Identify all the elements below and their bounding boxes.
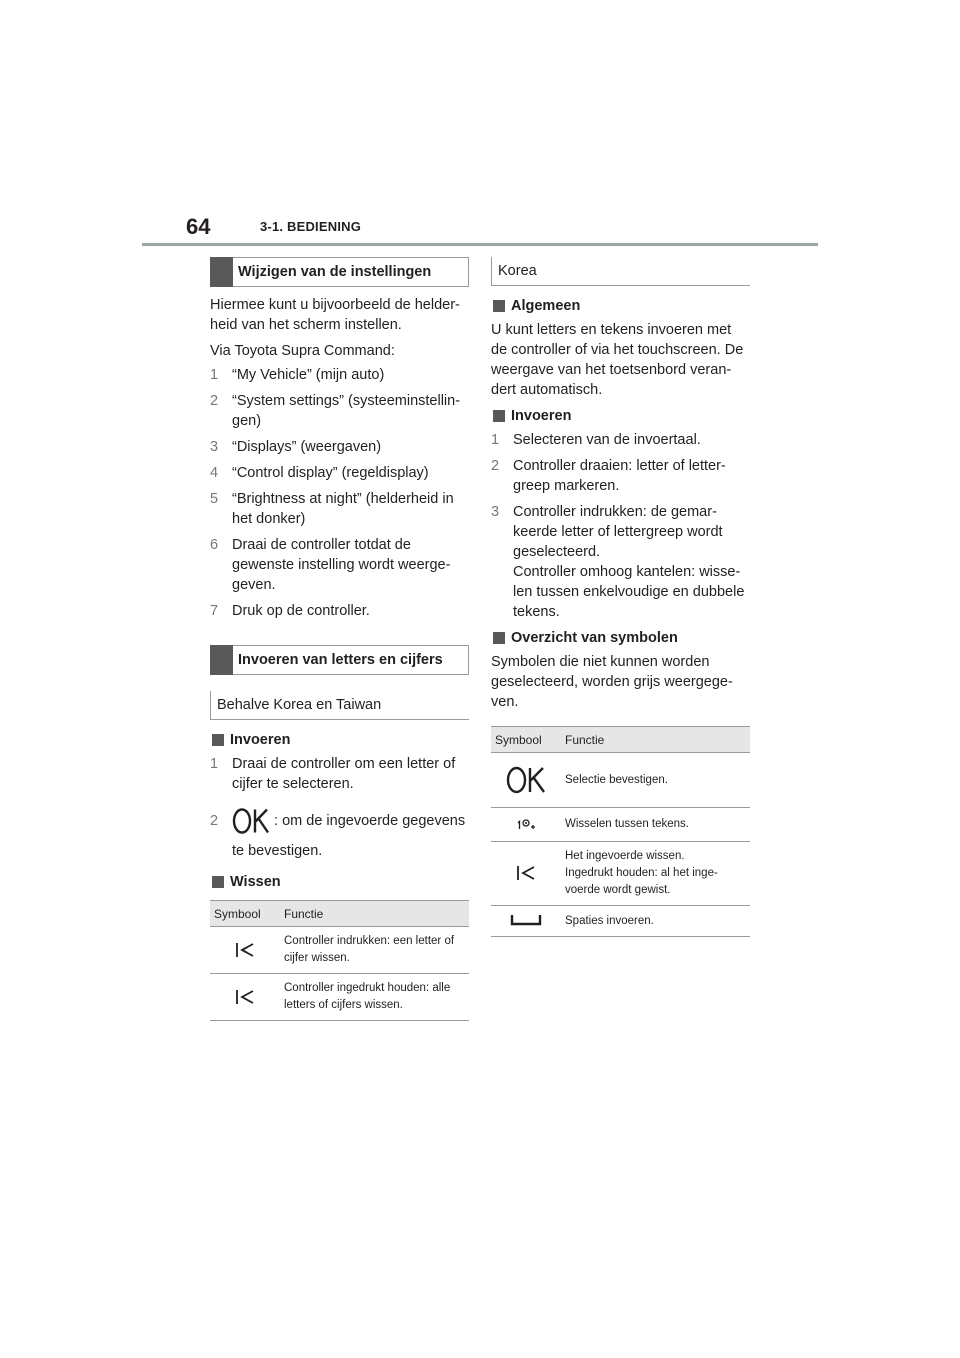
step-item: 6 Draai de controller totdat de gewenste instelling wordt weerge-geven. bbox=[210, 537, 451, 593]
chapter-title: 3-1. BEDIENING bbox=[260, 219, 362, 234]
function-text: Selectie bevestigen. bbox=[561, 753, 750, 808]
page-number: 64 bbox=[186, 214, 211, 239]
function-text: Controller ingedrukt houden: alle letters of cijfers wissen. bbox=[280, 974, 469, 1021]
algemeen-text: U kunt letters en tekens invoeren met de controller of via het touchscreen. De weergave van het toetsenbord veran-dert automatisch. bbox=[491, 322, 744, 398]
heading-bar bbox=[210, 645, 233, 675]
region-subtitle: Korea bbox=[491, 257, 750, 286]
step-item: 5 “Brightness at night” (helderheid in het donker) bbox=[210, 491, 454, 527]
bullet-square-icon bbox=[493, 300, 505, 312]
column-header-symbol: Symbool bbox=[210, 901, 280, 927]
table-row bbox=[491, 842, 750, 906]
ok-icon bbox=[506, 774, 546, 786]
intro-text: Hiermee kunt u bijvoorbeeld de helder-heid van het scherm instellen. bbox=[210, 297, 460, 333]
step-item: 2 Controller draaien: letter of letter-greep markeren. bbox=[491, 458, 726, 494]
table-row bbox=[210, 927, 469, 974]
bullet-square-icon bbox=[493, 410, 505, 422]
table-header-row bbox=[491, 727, 750, 753]
step-item: 1 Draai de controller om een letter of cijfer te selecteren. bbox=[210, 756, 456, 792]
table-row bbox=[210, 974, 469, 1021]
step-item: 7 Druk op de controller. bbox=[210, 603, 370, 619]
bullet-square-icon bbox=[493, 632, 505, 644]
step-item: 3 Controller indrukken: de gemar-keerde letter of lettergreep wordt geselecteerd. Controller omhoog kantelen: wisse-len tussen enkelvoudige en dubbele tekens. bbox=[491, 504, 745, 620]
table-header-row bbox=[210, 901, 469, 927]
subheading-invoeren: Invoeren bbox=[210, 730, 469, 750]
subheading-invoeren: Invoeren bbox=[491, 406, 750, 426]
right-column bbox=[491, 257, 750, 937]
backspace-icon bbox=[515, 868, 537, 880]
step-item: 2 “System settings” (systeeminstellin-gen) bbox=[210, 393, 461, 429]
bullet-square-icon bbox=[212, 876, 224, 888]
region-subtitle: Behalve Korea en Taiwan bbox=[210, 691, 469, 720]
step-item: 1 “My Vehicle” (mijn auto) bbox=[210, 367, 385, 383]
space-icon bbox=[510, 915, 542, 927]
backspace-icon bbox=[234, 944, 256, 956]
step-item: 4 “Control display” (regeldisplay) bbox=[210, 465, 429, 481]
section-title: Wijzigen van de instellingen bbox=[238, 264, 432, 280]
section-title: Invoeren van letters en cijfers bbox=[238, 652, 443, 668]
step-item: 1 Selecteren van de invoertaal. bbox=[491, 432, 701, 448]
function-text: Controller indrukken: een letter of cijfer wissen. bbox=[280, 927, 469, 974]
table-row bbox=[491, 808, 750, 842]
ok-icon bbox=[232, 813, 274, 829]
switch-characters-icon bbox=[515, 818, 537, 830]
function-text: Het ingevoerde wissen. Ingedrukt houden: al het inge-voerde wordt gewist. bbox=[561, 842, 750, 906]
step-item: 3 “Displays” (weergaven) bbox=[210, 439, 382, 455]
section-heading-letters bbox=[210, 645, 469, 675]
via-text: Via Toyota Supra Command: bbox=[210, 343, 395, 359]
left-column bbox=[210, 257, 469, 1021]
overzicht-text: Symbolen die niet kunnen worden geselecteerd, worden grijs weergege-ven. bbox=[491, 654, 733, 710]
function-text: Wisselen tussen tekens. bbox=[561, 808, 750, 842]
backspace-icon bbox=[234, 991, 256, 1003]
column-header-function: Functie bbox=[561, 727, 750, 753]
subheading-wissen: Wissen bbox=[210, 872, 469, 892]
subheading-overzicht: Overzicht van symbolen bbox=[491, 628, 750, 648]
function-text: Spaties invoeren. bbox=[561, 906, 750, 937]
column-header-symbol: Symbool bbox=[491, 727, 561, 753]
header-rule bbox=[142, 243, 818, 246]
bullet-square-icon bbox=[212, 734, 224, 746]
table-row bbox=[491, 753, 750, 808]
table-row bbox=[491, 906, 750, 937]
symbol-overview-table bbox=[491, 726, 750, 937]
erase-symbol-table bbox=[210, 900, 469, 1021]
column-header-function: Functie bbox=[280, 901, 469, 927]
subheading-algemeen: Algemeen bbox=[491, 296, 750, 316]
step-item: 2 : om de ingevoerde gegevens te bevestigen. bbox=[210, 806, 469, 866]
section-heading-settings bbox=[210, 257, 469, 287]
heading-bar bbox=[210, 257, 233, 287]
